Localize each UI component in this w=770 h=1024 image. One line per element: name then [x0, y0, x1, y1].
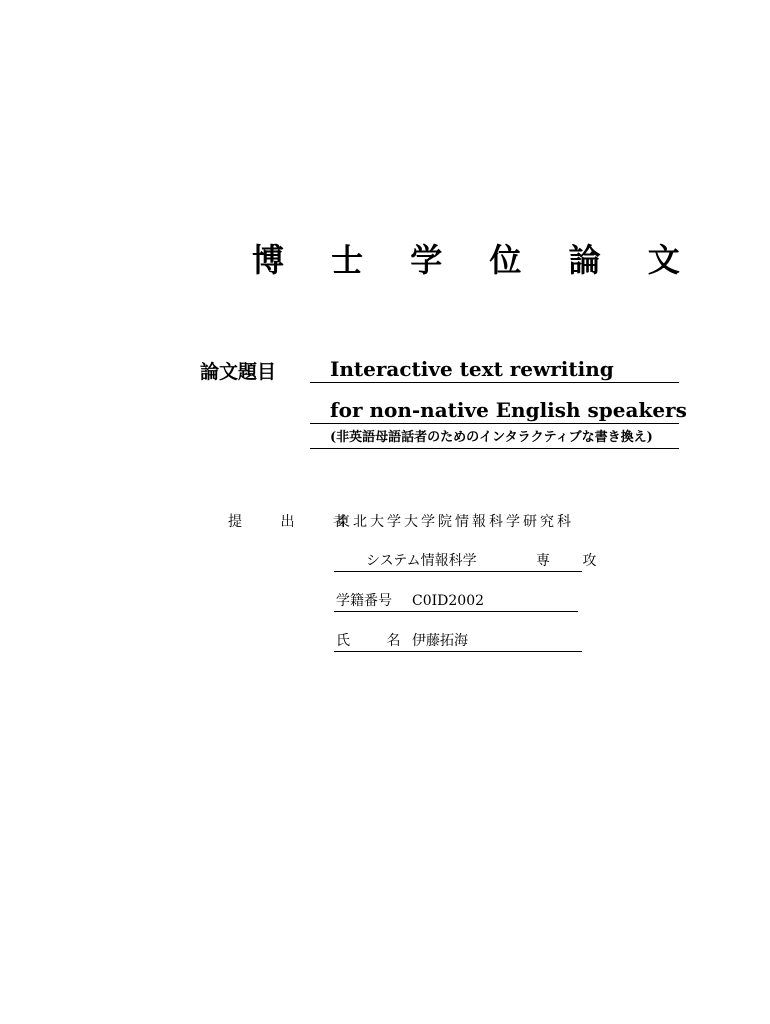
- thesis-title-text-1: Interactive text rewriting: [330, 357, 614, 381]
- major-name: システム情報科学: [366, 553, 477, 569]
- university-name: 東北大学大学院情報科学研究科: [336, 514, 574, 530]
- thesis-title-japanese: (非英語母語話者のためのインタラクティブな書き換え): [330, 430, 653, 445]
- thesis-title-line-1: [310, 352, 679, 383]
- student-id-label: 学籍番号: [336, 593, 392, 609]
- submitter-label: 提 出 者: [228, 514, 364, 530]
- major-suffix: 専 攻: [536, 553, 611, 569]
- name-label: 氏 名: [336, 633, 417, 649]
- thesis-title-label: 論文題目: [200, 361, 277, 383]
- thesis-title-text-2: for non-native English speakers: [330, 398, 687, 422]
- document-heading: 博 士 学 位 論 文: [252, 241, 698, 279]
- name-line: [334, 631, 582, 652]
- thesis-title-line-3: [310, 429, 679, 449]
- name-value: 伊藤拓海: [412, 633, 468, 649]
- thesis-title-line-2: [310, 393, 687, 424]
- student-id-value: C0ID2002: [412, 593, 485, 609]
- student-id-line: [334, 591, 578, 612]
- major-line: [334, 551, 611, 572]
